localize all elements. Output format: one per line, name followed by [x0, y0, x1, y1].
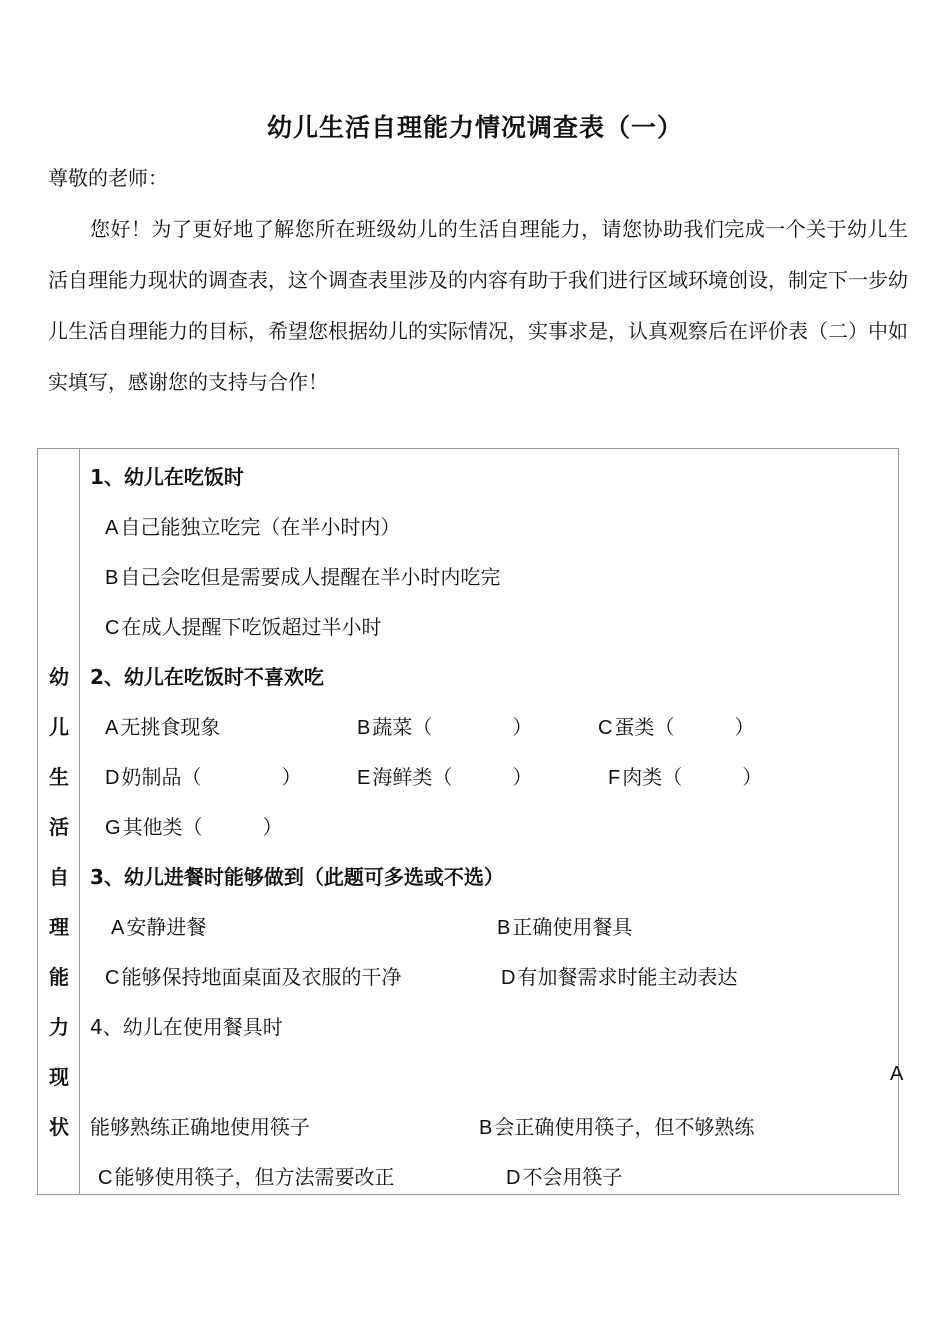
option-letter: A — [105, 517, 119, 539]
option-text: 安静进餐 — [126, 915, 207, 939]
side-label-char: 理 — [49, 915, 69, 939]
q3-option-d[interactable] — [501, 961, 737, 990]
option-letter: A — [105, 717, 119, 739]
option-letter: B — [105, 567, 119, 589]
q3-option-c[interactable] — [105, 961, 401, 990]
q2-option-f[interactable] — [608, 761, 762, 790]
option-text: 有加餐需求时能主动表达 — [517, 965, 738, 989]
option-text: 能够保持地面桌面及衣服的干净 — [121, 965, 402, 989]
q2-option-a[interactable] — [105, 711, 220, 740]
option-letter: E — [357, 767, 371, 789]
question-2-title: 2、幼儿在吃饭时不喜欢吃 — [90, 665, 324, 689]
intro-paragraph: 您好！为了更好地了解您所在班级幼儿的生活自理能力，请您协助我们完成一个关于幼儿生活自理能力现状的调查表，这个调查表里涉及的内容有助于我们进行区域环境创设，制定下一步幼儿生活自理能力的目标，希望您根据幼儿的实际情况，实事求是，认真观察后在评价表（二）中如实填写，感谢您的支持与合作！ — [48, 217, 908, 394]
q4-option-b[interactable] — [479, 1111, 754, 1140]
question-3-title: 3、幼儿进餐时能够做到（此题可多选或不选） — [90, 865, 504, 889]
q1-option-c[interactable] — [105, 611, 381, 640]
option-letter: B — [357, 717, 371, 739]
side-label-char: 幼 — [49, 665, 69, 689]
option-text: 不会用筷子 — [522, 1165, 623, 1189]
q4-option-a-letter — [890, 1061, 905, 1086]
option-text: 自己能独立吃完（在半小时内） — [120, 515, 401, 539]
option-text: 能够熟练正确地使用筷子 — [90, 1115, 310, 1139]
side-label-char: 状 — [49, 1115, 69, 1139]
option-text: 无挑食现象 — [120, 715, 221, 739]
option-text: 自己会吃但是需要成人提醒在半小时内吃完 — [120, 565, 501, 589]
side-label-char: 自 — [49, 865, 69, 889]
q4-option-a[interactable] — [90, 1111, 310, 1140]
option-letter: B — [497, 917, 511, 939]
q2-option-c[interactable] — [598, 711, 754, 740]
side-label-column — [38, 449, 80, 1194]
option-letter: C — [105, 617, 120, 639]
option-text: 会正确使用筷子，但不够熟练 — [494, 1115, 755, 1139]
option-text: 肉类（ ） — [622, 765, 763, 789]
q3-option-b[interactable] — [497, 911, 632, 940]
q1-option-b[interactable] — [105, 561, 500, 590]
side-label-char: 儿 — [49, 715, 69, 739]
option-text: 能够使用筷子，但方法需要改正 — [114, 1165, 395, 1189]
option-letter: D — [506, 1167, 521, 1189]
q2-option-e[interactable] — [357, 761, 532, 790]
option-letter: D — [501, 967, 516, 989]
option-letter: F — [608, 767, 621, 789]
q2-option-d[interactable] — [105, 761, 301, 790]
option-text: 蛋类（ ） — [614, 715, 755, 739]
side-label-char: 现 — [49, 1065, 69, 1089]
option-text: 蔬菜（ ） — [372, 715, 533, 739]
option-letter: B — [479, 1117, 493, 1139]
option-letter: C — [105, 967, 120, 989]
q1-option-a[interactable] — [105, 511, 400, 540]
page-title: 幼儿生活自理能力情况调查表（一） — [266, 113, 683, 142]
side-label-char: 能 — [49, 965, 69, 989]
greeting: 尊敬的老师： — [48, 166, 168, 190]
q3-option-a[interactable] — [111, 911, 206, 940]
q2-option-g[interactable] — [105, 811, 283, 840]
side-label-char: 力 — [49, 1015, 69, 1039]
option-text: 奶制品（ ） — [121, 765, 302, 789]
option-text: 其他类（ ） — [122, 815, 283, 839]
option-letter: C — [98, 1167, 113, 1189]
survey-table — [37, 448, 904, 1195]
q2-option-b[interactable] — [357, 711, 532, 740]
option-letter: A — [890, 1063, 904, 1085]
option-letter: C — [598, 717, 613, 739]
question-4-title: 4、幼儿在使用餐具时 — [90, 1015, 283, 1039]
q4-option-d[interactable] — [506, 1161, 622, 1190]
q4-option-c[interactable] — [98, 1161, 394, 1190]
side-label-char: 活 — [49, 815, 69, 839]
option-text: 正确使用餐具 — [512, 915, 633, 939]
question-1-title: 1、幼儿在吃饭时 — [90, 465, 244, 489]
option-letter: D — [105, 767, 120, 789]
option-letter: G — [105, 817, 121, 839]
side-label-char: 生 — [49, 765, 69, 789]
option-letter: A — [111, 917, 125, 939]
option-text: 海鲜类（ ） — [372, 765, 533, 789]
option-text: 在成人提醒下吃饭超过半小时 — [121, 615, 382, 639]
